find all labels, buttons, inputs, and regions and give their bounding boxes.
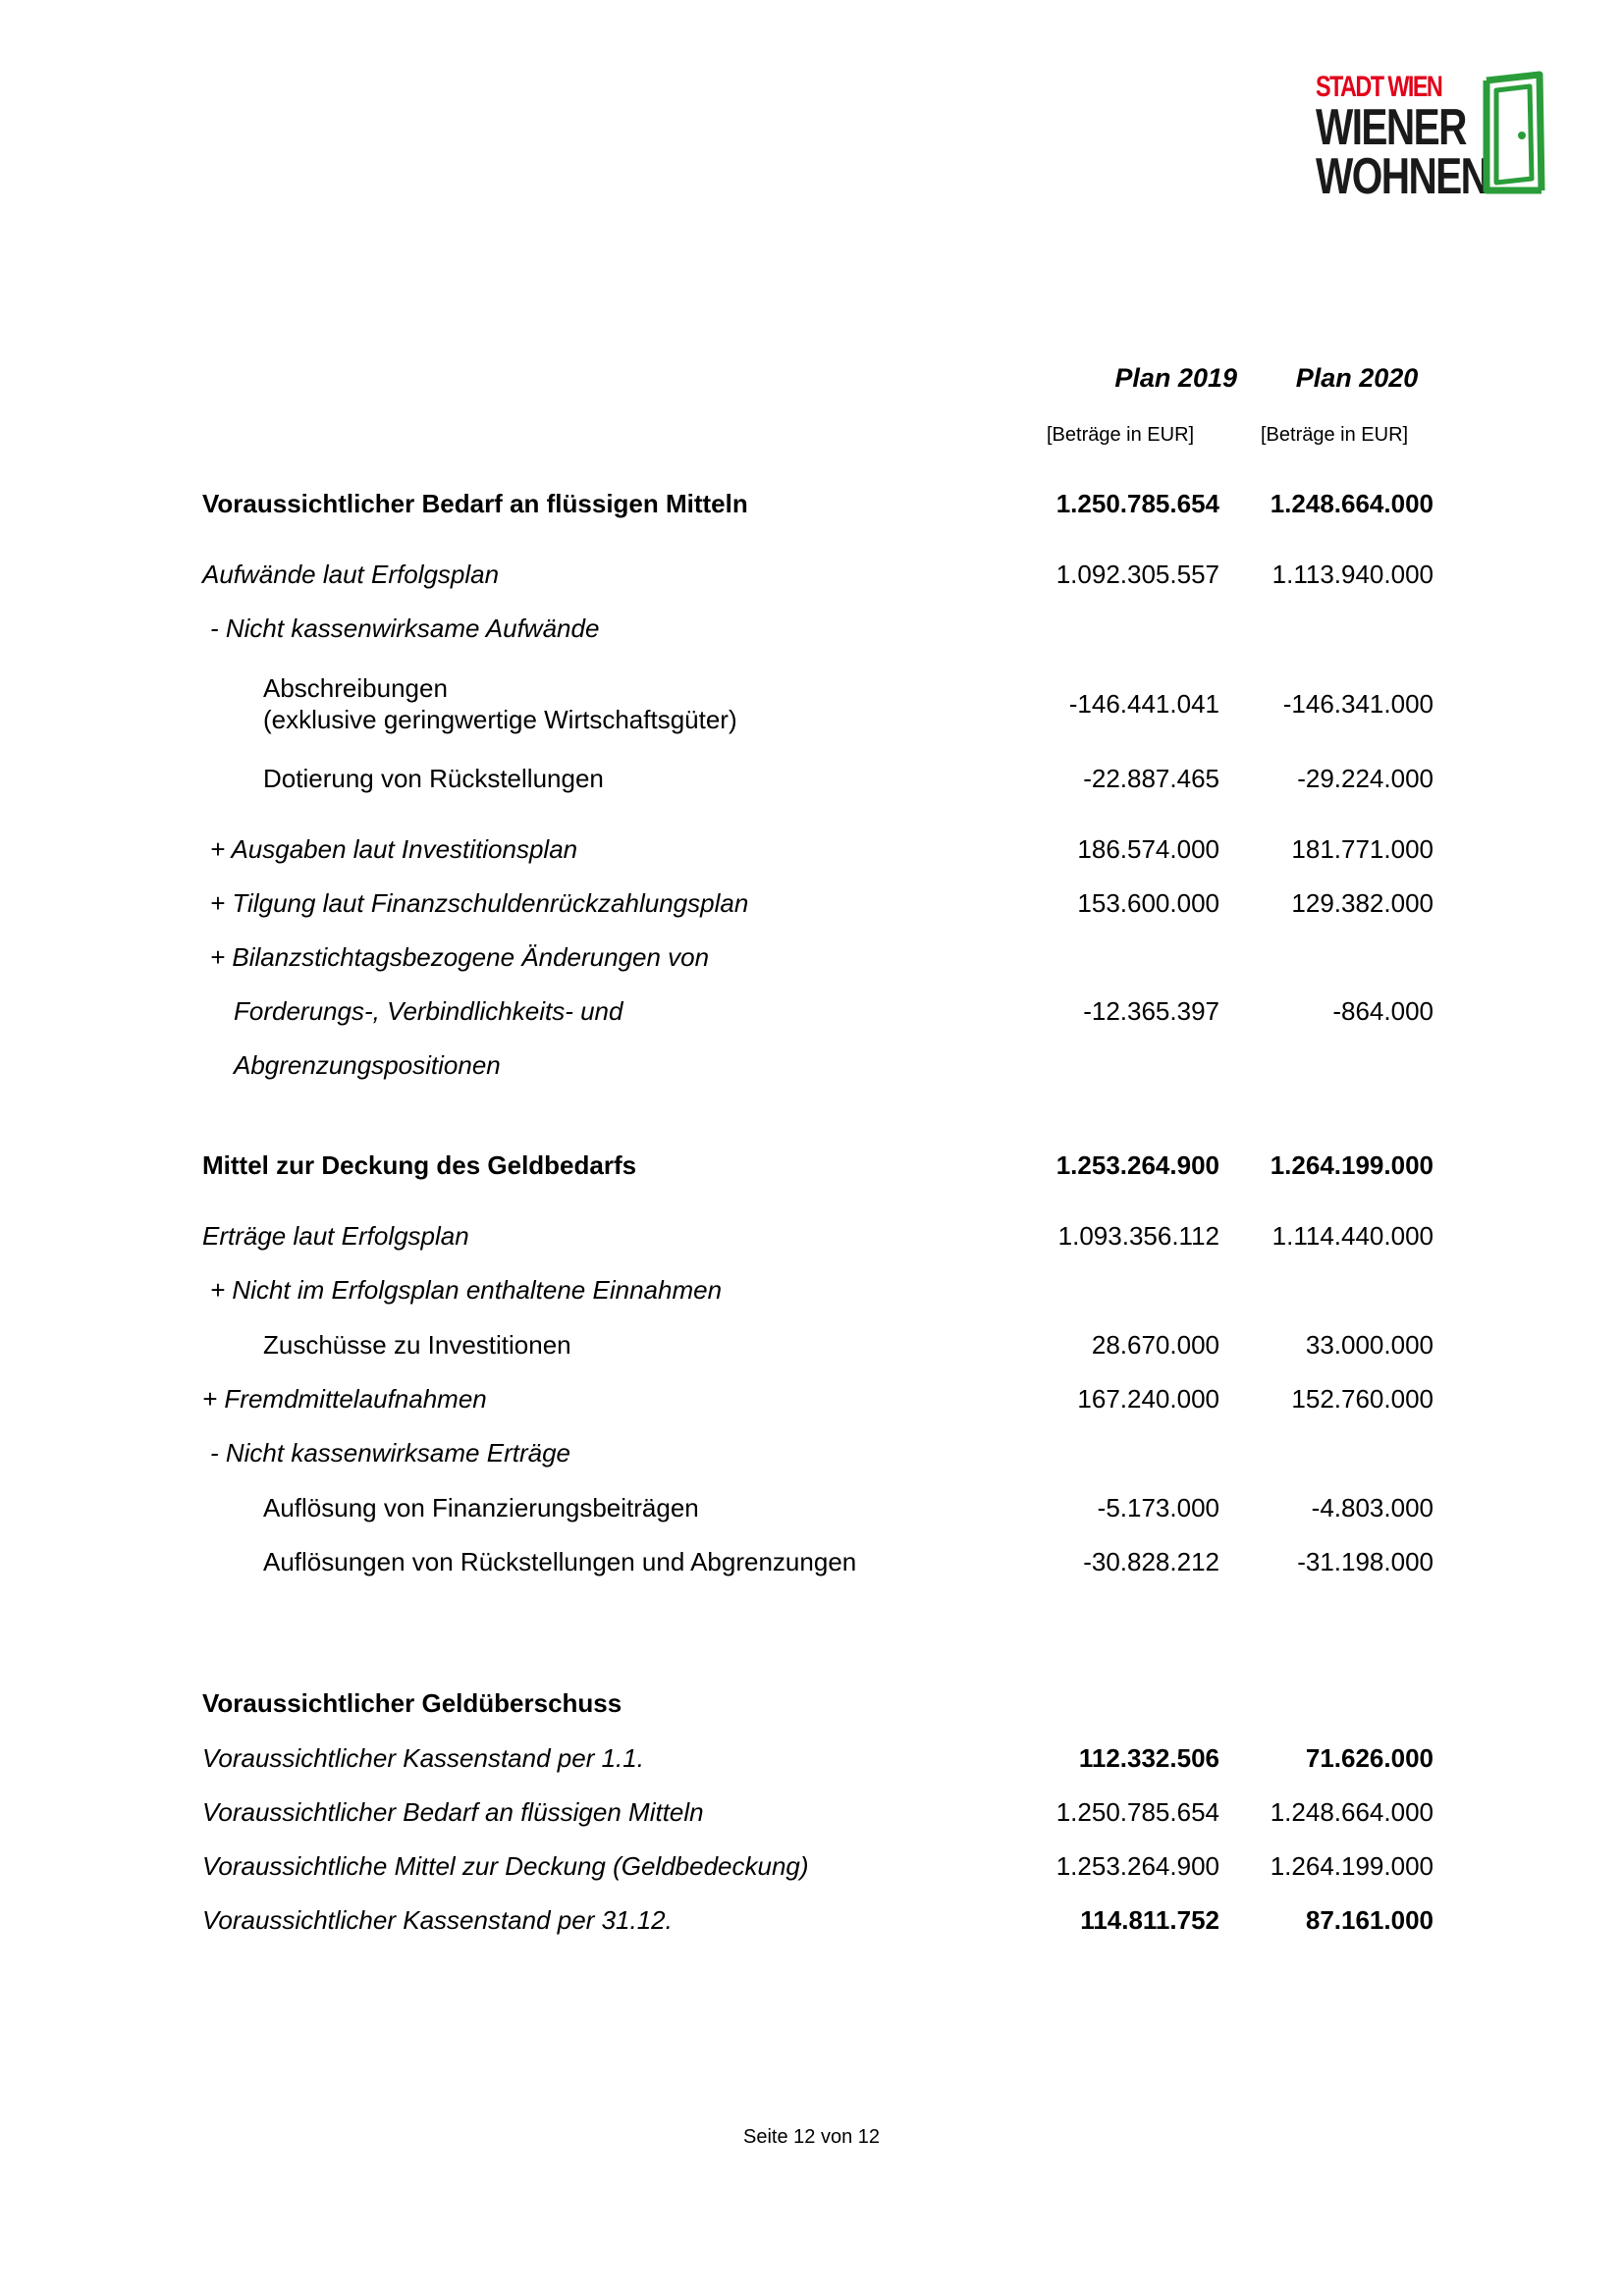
row-label: Forderungs-, Verbindlichkeits- und — [234, 996, 623, 1026]
value-2020: 152.760.000 — [1291, 1384, 1434, 1414]
row-label: Erträge laut Erfolgsplan — [202, 1221, 469, 1251]
value-2019: 1.253.264.900 — [1055, 1150, 1219, 1180]
door-icon — [1483, 71, 1549, 198]
value-2019: 1.253.264.900 — [1055, 1851, 1219, 1881]
row-label: - Nicht kassenwirksame Aufwände — [210, 614, 600, 643]
value-2019: 114.811.752 — [1080, 1905, 1219, 1935]
row-label: Auflösungen von Rückstellungen und Abgrenzungen — [263, 1547, 857, 1576]
row-label: + Tilgung laut Finanzschuldenrückzahlungsplan — [210, 888, 749, 918]
row-label: Dotierung von Rückstellungen — [263, 764, 604, 793]
row-label: Aufwände laut Erfolgsplan — [202, 560, 500, 589]
value-2020: -146.341.000 — [1282, 689, 1434, 719]
value-2020: 1.113.940.000 — [1271, 560, 1434, 589]
value-2019: 28.670.000 — [1091, 1330, 1219, 1360]
value-2020: 1.264.199.000 — [1270, 1150, 1434, 1180]
value-2020: 1.114.440.000 — [1271, 1221, 1434, 1251]
row-label: Voraussichtlicher Kassenstand per 31.12. — [202, 1905, 673, 1935]
value-2020: -864.000 — [1332, 996, 1434, 1026]
value-2020: 1.264.199.000 — [1270, 1851, 1434, 1881]
row-label: Abschreibungen — [263, 673, 448, 703]
value-2019: -146.441.041 — [1068, 689, 1219, 719]
wiener-wohnen-logo — [1316, 69, 1556, 205]
value-2019: -30.828.212 — [1083, 1547, 1219, 1576]
row-label: + Nicht im Erfolgsplan enthaltene Einnahmen — [210, 1275, 723, 1305]
row-label: Voraussichtlicher Kassenstand per 1.1. — [202, 1743, 644, 1773]
unit-label-2020: [Beträge in EUR] — [1261, 424, 1409, 446]
row-label: Abgrenzungspositionen — [234, 1050, 501, 1080]
value-2020: 181.771.000 — [1291, 834, 1434, 864]
value-2020: 1.248.664.000 — [1270, 489, 1434, 518]
value-2019: 153.600.000 — [1077, 888, 1219, 918]
value-2019: 1.250.785.654 — [1055, 489, 1219, 518]
value-2019: 186.574.000 — [1077, 834, 1219, 864]
value-2019: 1.092.305.557 — [1055, 560, 1219, 589]
row-label: Voraussichtliche Mittel zur Deckung (Geldbedeckung) — [202, 1851, 809, 1881]
value-2020: -4.803.000 — [1311, 1493, 1434, 1522]
row-label: Auflösung von Finanzierungsbeiträgen — [263, 1493, 699, 1522]
value-2019: 167.240.000 — [1077, 1384, 1219, 1414]
row-label: + Bilanzstichtagsbezogene Änderungen von — [210, 942, 710, 972]
value-2020: 129.382.000 — [1291, 888, 1434, 918]
value-2020: -31.198.000 — [1297, 1547, 1434, 1576]
logo-line-wiener: WIENER — [1316, 99, 1466, 156]
logo-line-stadt-wien: STADT WIEN — [1316, 71, 1442, 103]
row-label: + Fremdmittelaufnahmen — [202, 1384, 487, 1414]
column-header-2020: Plan 2020 — [1295, 363, 1419, 393]
value-2019: -12.365.397 — [1083, 996, 1219, 1026]
value-2019: -5.173.000 — [1097, 1493, 1219, 1522]
section-heading-mittel: Mittel zur Deckung des Geldbedarfs — [202, 1150, 637, 1180]
value-2019: -22.887.465 — [1083, 764, 1219, 793]
row-label: - Nicht kassenwirksame Erträge — [210, 1438, 570, 1468]
value-2020: 87.161.000 — [1305, 1905, 1434, 1935]
row-label-note: (exklusive geringwertige Wirtschaftsgüter) — [263, 705, 737, 734]
section-heading-bedarf: Voraussichtlicher Bedarf an flüssigen Mitteln — [202, 489, 748, 518]
value-2020: -29.224.000 — [1297, 764, 1434, 793]
value-2019: 1.250.785.654 — [1055, 1797, 1219, 1827]
value-2020: 71.626.000 — [1305, 1743, 1434, 1773]
unit-label-2019: [Beträge in EUR] — [1047, 424, 1195, 446]
row-label: Zuschüsse zu Investitionen — [263, 1330, 571, 1360]
page-number: Seite 12 von 12 — [743, 2126, 880, 2148]
column-header-2019: Plan 2019 — [1114, 363, 1237, 393]
value-2019: 112.332.506 — [1078, 1743, 1219, 1773]
row-label: + Ausgaben laut Investitionsplan — [210, 834, 578, 864]
row-label: Voraussichtlicher Bedarf an flüssigen Mitteln — [202, 1797, 704, 1827]
section-heading-geldueberschuss: Voraussichtlicher Geldüberschuss — [202, 1688, 622, 1718]
value-2019: 1.093.356.112 — [1057, 1221, 1219, 1251]
value-2020: 1.248.664.000 — [1270, 1797, 1434, 1827]
value-2020: 33.000.000 — [1305, 1330, 1434, 1360]
logo-line-wohnen: WOHNEN — [1316, 148, 1488, 205]
